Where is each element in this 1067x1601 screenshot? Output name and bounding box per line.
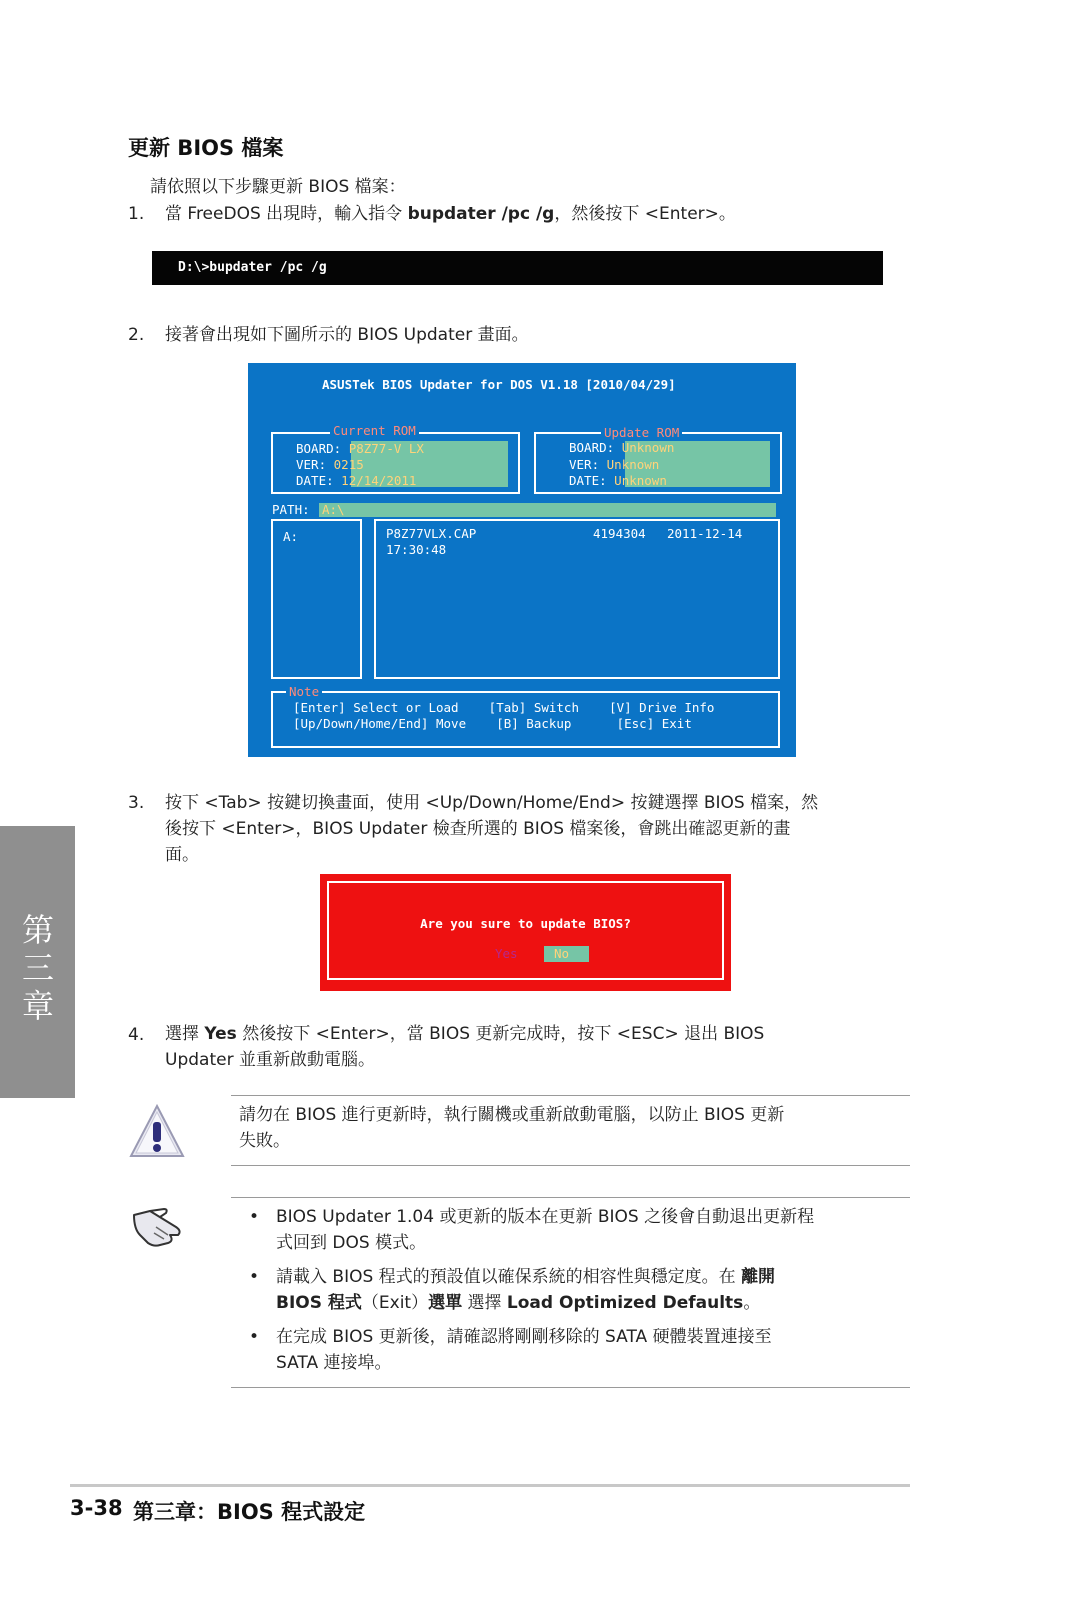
step-3-text xyxy=(165,790,911,868)
step-1-pre: 當 FreeDOS 出現時，輸入指令 xyxy=(165,204,408,224)
step-3-line-1: 按下 <Tab> 按鍵切換畫面，使用 <Up/Down/Home/End> 按鍵選擇 BIOS 檔案，然 xyxy=(165,793,819,813)
warning-bottom-rule xyxy=(231,1165,910,1166)
step-4-line-2: Updater 並重新啟動電腦。 xyxy=(165,1050,375,1070)
step-1-command: bupdater /pc /g xyxy=(407,204,555,224)
file-time: 17:30:48 xyxy=(386,542,447,557)
step-2-number: 2. xyxy=(128,325,145,345)
bullet-2: • xyxy=(249,1267,260,1287)
step-1-post: ，然後按下 <Enter>。 xyxy=(554,204,736,224)
warning-text xyxy=(239,1102,911,1154)
current-ver: VER: 0215 xyxy=(296,457,364,472)
bios-title: ASUSTek BIOS Updater for DOS V1.18 [2010/04/29] xyxy=(322,377,676,392)
update-board: BOARD: Unknown xyxy=(569,440,675,455)
note-legend: Note xyxy=(286,684,322,699)
path-value: A:\ xyxy=(322,502,345,517)
step-4-number: 4. xyxy=(128,1025,145,1045)
current-board: BOARD: P8Z77-V LX xyxy=(296,441,424,456)
step-4-line-1: 選擇 Yes 然後按下 <Enter>，當 BIOS 更新完成時，按下 <ESC> 退出 BIOS xyxy=(165,1024,765,1044)
current-date: DATE: 12/14/2011 xyxy=(296,473,417,488)
step-1-number: 1. xyxy=(128,204,145,224)
section-title: 更新 BIOS 檔案 xyxy=(128,136,284,160)
hand-pointer-icon xyxy=(130,1205,188,1255)
chapter-tab-label: 第三章 xyxy=(21,911,54,1025)
bullet-1: • xyxy=(249,1207,260,1227)
path-bar[interactable] xyxy=(319,503,776,517)
footer-title: 第三章：BIOS 程式設定 xyxy=(133,1500,366,1524)
yes-button[interactable]: Yes xyxy=(495,946,518,961)
footer-rule xyxy=(70,1484,910,1487)
step-4-text xyxy=(165,1021,911,1073)
step-2-text: 接著會出現如下圖所示的 BIOS Updater 畫面。 xyxy=(165,325,529,345)
path-label: PATH: xyxy=(272,502,310,517)
warning-top-rule xyxy=(231,1095,910,1096)
intro-text: 請依照以下步驟更新 BIOS 檔案： xyxy=(150,177,406,197)
step-3-line-2: 後按下 <Enter>，BIOS Updater 檢查所選的 BIOS 檔案後，會跳出確認更新的畫 xyxy=(165,819,791,839)
command-box xyxy=(152,251,883,285)
warning-triangle-icon xyxy=(127,1102,187,1164)
warning-line-1: 請勿在 BIOS 進行更新時，執行關機或重新啟動電腦，以防止 BIOS 更新 xyxy=(239,1105,785,1125)
note-item-1: BIOS Updater 1.04 或更新的版本在更新 BIOS 之後會自動退出更新程 式回到 DOS 模式。 xyxy=(276,1207,815,1253)
command-text: D:\>bupdater /pc /g xyxy=(178,260,327,275)
note-line-2: [Up/Down/Home/End] Move [B] Backup [Esc] Exit xyxy=(293,716,692,731)
current-rom-legend: Current ROM xyxy=(330,423,419,438)
confirm-dialog xyxy=(320,874,731,991)
page-number: 3-38 xyxy=(70,1496,123,1520)
file-size: 4194304 xyxy=(593,526,646,541)
update-ver: VER: Unknown xyxy=(569,457,660,472)
warning-line-2: 失敗。 xyxy=(239,1131,290,1151)
drive-item[interactable]: A: xyxy=(283,529,299,544)
step-3-line-3: 面。 xyxy=(165,845,199,865)
note-line-1: [Enter] Select or Load [Tab] Switch [V] Drive Info xyxy=(293,700,715,715)
note-item-2: 請載入 BIOS 程式的預設值以確保系統的相容性與穩定度。在 離開 BIOS 程式（Exit）選單 選擇 Load Optimized Defaults。 xyxy=(276,1267,776,1313)
note-item-3: 在完成 BIOS 更新後，請確認將剛剛移除的 SATA 硬體裝置連接至 SATA 連接埠。 xyxy=(276,1327,772,1373)
update-rom-legend: Update ROM xyxy=(601,425,682,440)
chapter-tab xyxy=(0,826,75,1098)
no-button[interactable]: No xyxy=(544,946,589,962)
notes-bottom-rule xyxy=(231,1387,910,1388)
notes-top-rule xyxy=(231,1197,910,1198)
confirm-frame xyxy=(327,881,724,980)
file-date: 2011-12-14 xyxy=(667,526,743,541)
file-name: P8Z77VLX.CAP xyxy=(386,526,477,541)
step-3-number: 3. xyxy=(128,793,145,813)
update-date: DATE: Unknown xyxy=(569,473,667,488)
step-1-text xyxy=(165,201,736,227)
bios-updater-screen xyxy=(248,363,796,757)
bullet-3: • xyxy=(249,1327,260,1347)
confirm-question: Are you sure to update BIOS? xyxy=(420,916,631,931)
